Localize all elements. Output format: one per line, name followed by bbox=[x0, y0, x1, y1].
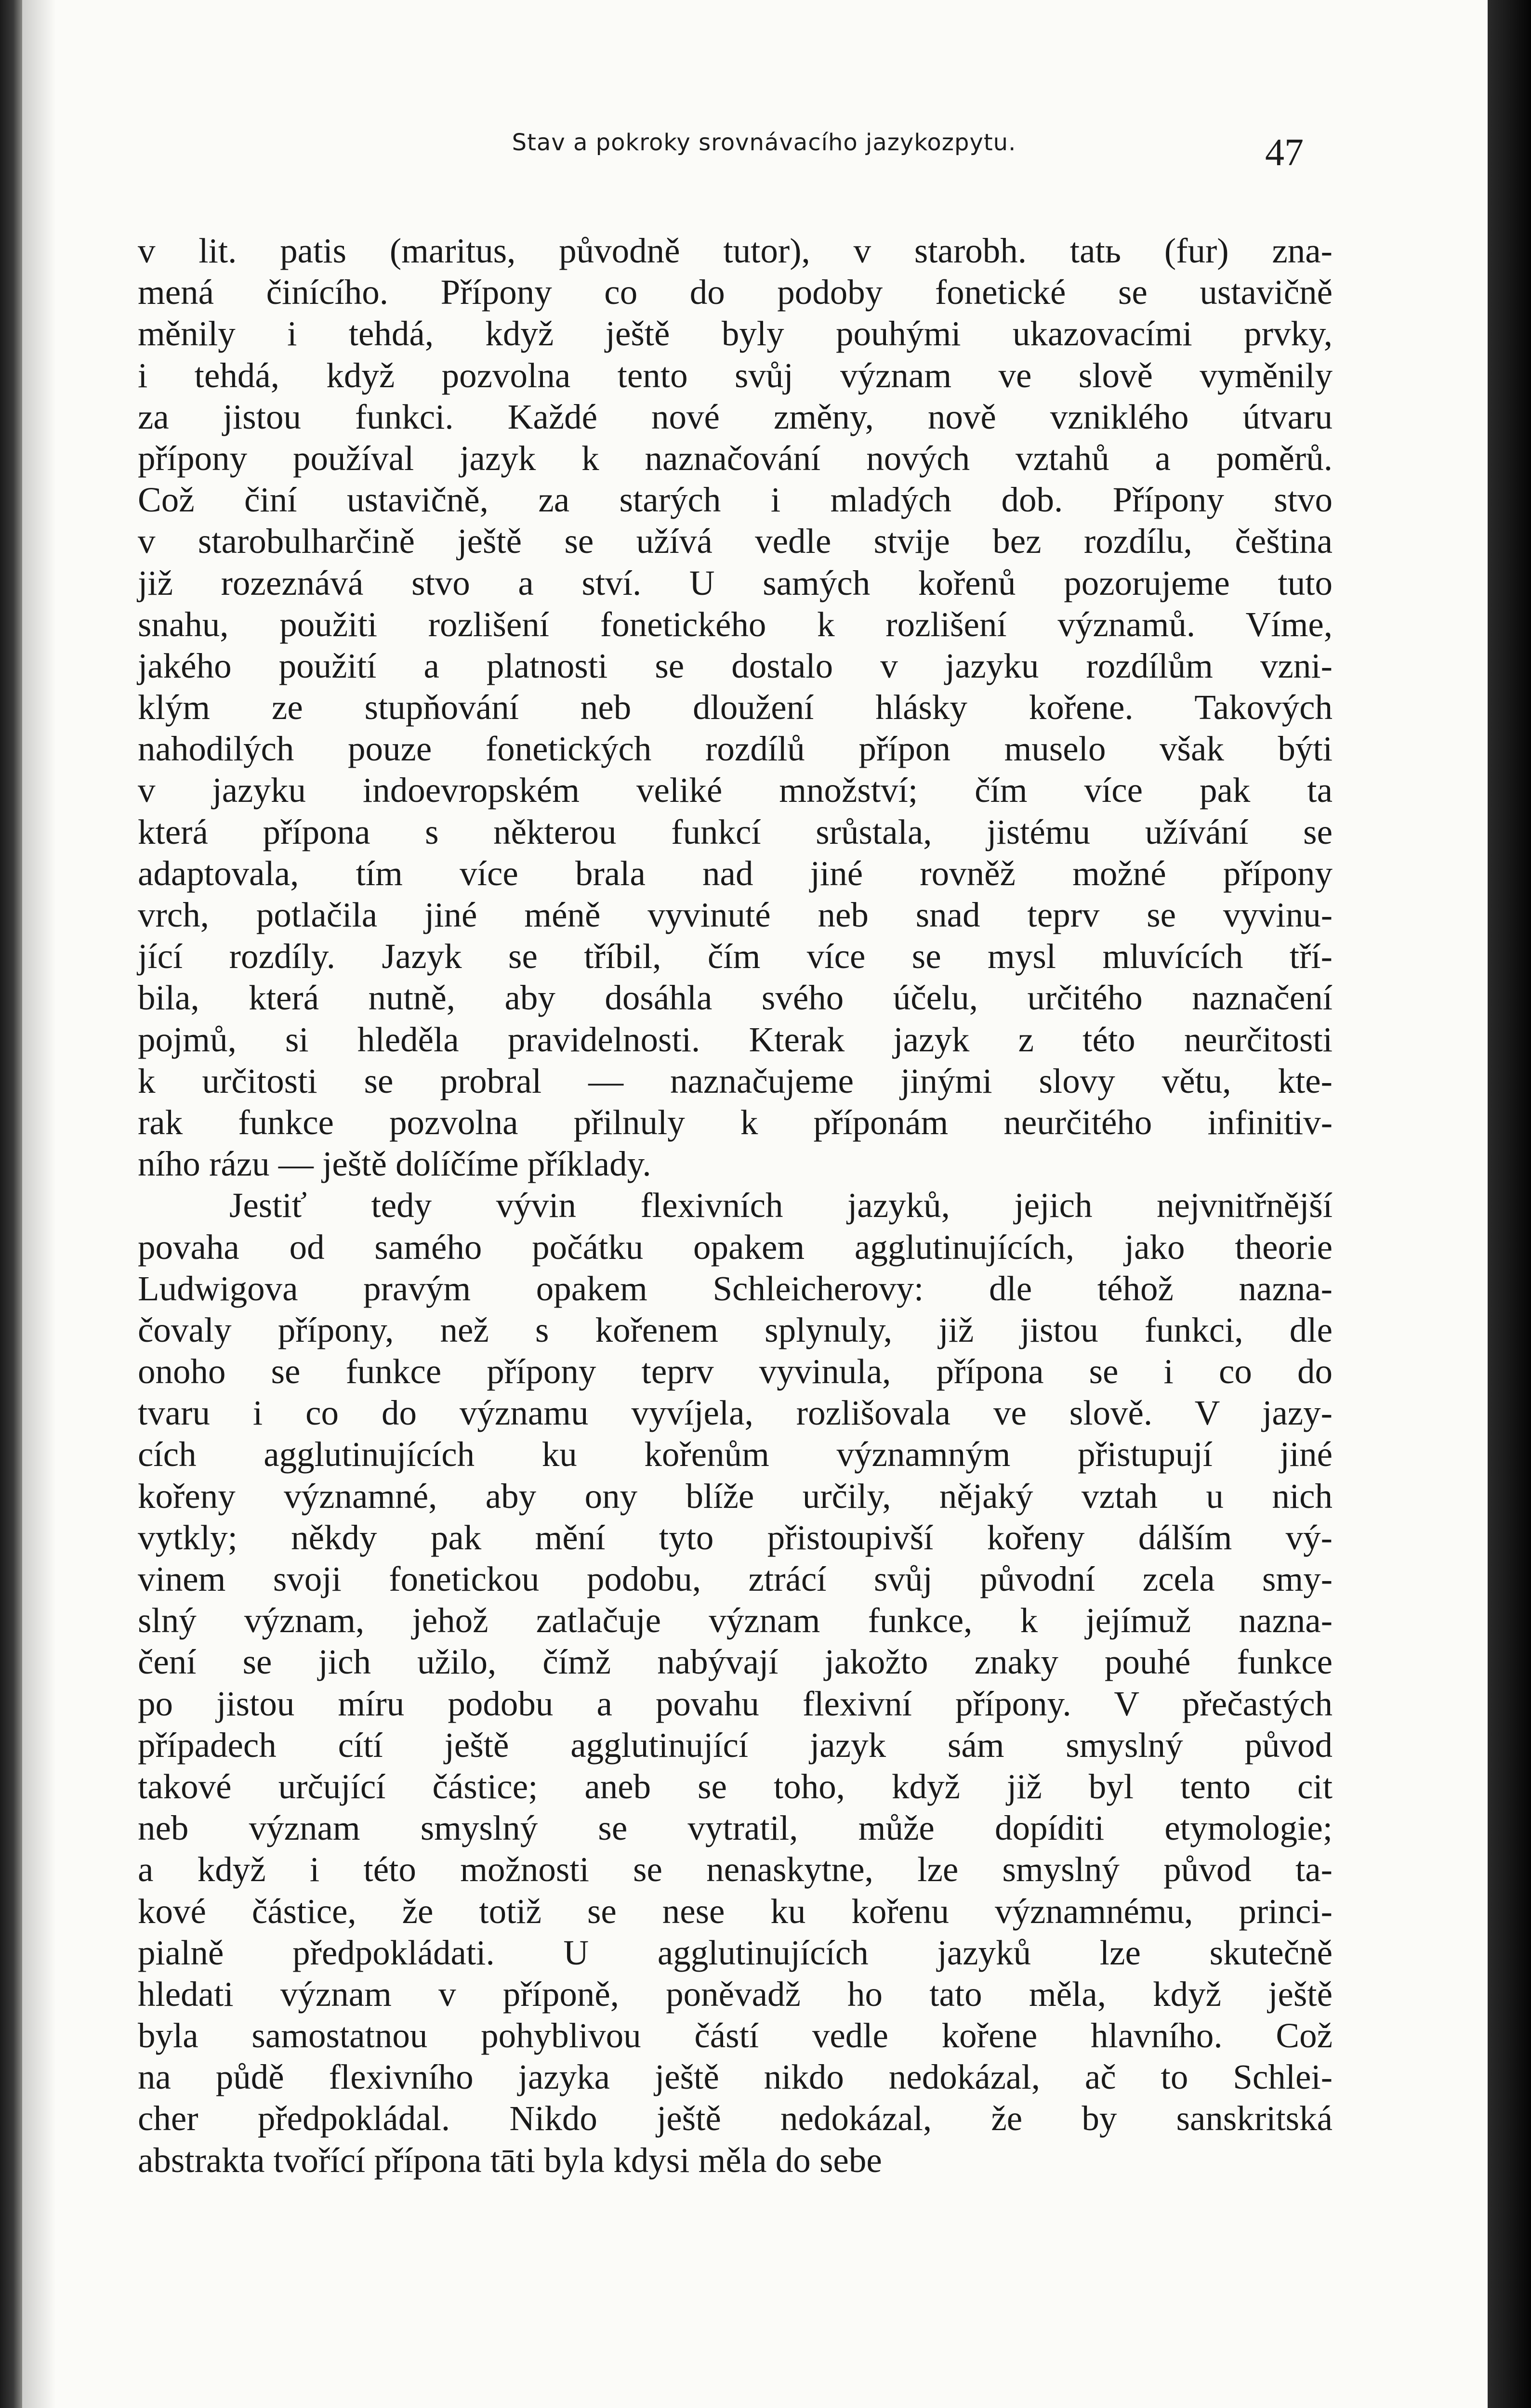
scan-right-edge bbox=[1488, 0, 1531, 2408]
text-line: pojmů, si hleděla pravidelnosti. Kterak jazyk z této neurčitosti bbox=[138, 1020, 1333, 1059]
text-line: kořeny významné, aby ony blíže určily, nějaký vztah u nich bbox=[138, 1476, 1333, 1516]
text-line: v starobulharčině ještě se užívá vedle stvije bez rozdílu, čeština bbox=[138, 522, 1333, 561]
scan-left-edge bbox=[0, 0, 22, 2408]
text-line: klým ze stupňování neb dloužení hlásky kořene. Takových bbox=[138, 688, 1333, 727]
text-line: abstrakta tvořící přípona tāti byla kdysi měla do sebe bbox=[138, 2140, 882, 2180]
text-line: Ludwigova pravým opakem Schleicherovy: dle téhož nazna- bbox=[138, 1269, 1333, 1308]
text-line: slný význam, jehož zatlačuje význam funkce, k jejímuž nazna- bbox=[138, 1601, 1333, 1640]
text-line: vytkly; někdy pak mění tyto přistoupivší kořeny dálším vý- bbox=[138, 1518, 1333, 1557]
text-line: povaha od samého počátku opakem agglutinujících, jako theorie bbox=[138, 1227, 1333, 1267]
text-line: v lit. patis (maritus, původně tutor), v starobh. tatь (fur) zna- bbox=[138, 231, 1333, 270]
text-line: tvaru i co do významu vyvíjela, rozlišovala ve slově. V jazy- bbox=[138, 1393, 1333, 1433]
body-text bbox=[138, 230, 1333, 2181]
text-line: neb význam smyslný se vytratil, může dopíditi etymologie; bbox=[138, 1808, 1333, 1848]
text-line: bila, která nutně, aby dosáhla svého účelu, určitého naznačení bbox=[138, 978, 1333, 1018]
text-line: cích agglutinujících ku kořenům významným přistupují jiné bbox=[138, 1435, 1333, 1474]
text-line: Jestiť tedy vývin flexivních jazyků, jejich nejvnitřnější bbox=[229, 1186, 1333, 1225]
text-line: již rozeznává stvo a ství. U samých kořenů pozorujeme tuto bbox=[138, 563, 1333, 602]
text-line: měnily i tehdá, když ještě byly pouhými ukazovacími prvky, bbox=[138, 314, 1333, 353]
text-line: byla samostatnou pohyblivou částí vedle kořene hlavního. Což bbox=[138, 2016, 1333, 2055]
text-line: cher předpokládal. Nikdo ještě nedokázal, že by sanskritská bbox=[138, 2099, 1333, 2138]
text-line: kové částice, že totiž se nese ku kořenu významnému, princi- bbox=[138, 1891, 1333, 1931]
text-line: za jistou funkci. Každé nové změny, nově vzniklého útvaru bbox=[138, 397, 1333, 436]
text-line: i tehdá, když pozvolna tento svůj význam ve slově vyměnily bbox=[138, 355, 1333, 395]
text-line: snahu, použiti rozlišení fonetického k rozlišení významů. Víme, bbox=[138, 604, 1333, 644]
text-line: vrch, potlačila jiné méně vyvinuté neb snad teprv se vyvinu- bbox=[138, 895, 1333, 934]
text-line: adaptovala, tím více brala nad jiné rovněž možné přípony bbox=[138, 853, 1333, 893]
text-line: ního rázu — ještě dolíčíme příklady. bbox=[138, 1144, 651, 1184]
text-line: přípony používal jazyk k naznačování nových vztahů a poměrů. bbox=[138, 438, 1333, 478]
text-line: mená činícího. Přípony co do podoby fonetické se ustavičně bbox=[138, 273, 1333, 312]
text-line: pialně předpokládati. U agglutinujících jazyků lze skutečně bbox=[138, 1933, 1333, 1972]
text-line: k určitosti se probral — naznačujeme jinými slovy větu, kte- bbox=[138, 1061, 1333, 1100]
text-line: hledati význam v příponě, poněvadž ho tato měla, když ještě bbox=[138, 1974, 1333, 2014]
text-line: Což činí ustavičně, za starých i mladých dob. Přípony stvo bbox=[138, 480, 1333, 520]
text-line: která přípona s některou funkcí srůstala, jistému užívání se bbox=[138, 812, 1333, 851]
page-number: 47 bbox=[1265, 131, 1304, 174]
book-page bbox=[22, 0, 1488, 2408]
text-line: vinem svoji fonetickou podobu, ztrácí svůj původní zcela smy- bbox=[138, 1559, 1333, 1598]
text-line: v jazyku indoevropském veliké množství; čím více pak ta bbox=[138, 771, 1333, 810]
running-title: Stav a pokroky srovnávacího jazykozpytu. bbox=[512, 129, 1016, 156]
text-line: čovaly přípony, než s kořenem splynuly, již jistou funkci, dle bbox=[138, 1310, 1333, 1349]
text-line: po jistou míru podobu a povahu flexivní přípony. V přečastých bbox=[138, 1684, 1333, 1723]
text-line: a když i této možnosti se nenaskytne, lze smyslný původ ta- bbox=[138, 1850, 1333, 1889]
text-line: případech cítí ještě agglutinující jazyk sám smyslný původ bbox=[138, 1725, 1333, 1765]
text-line: jakého použití a platnosti se dostalo v jazyku rozdílům vzni- bbox=[138, 646, 1333, 685]
text-line: jící rozdíly. Jazyk se tříbil, čím více se mysl mluvících tří- bbox=[138, 937, 1333, 976]
paragraph-2 bbox=[138, 1185, 1333, 2181]
text-line: takové určující částice; aneb se toho, když již byl tento cit bbox=[138, 1767, 1333, 1806]
paragraph-1 bbox=[138, 230, 1333, 1185]
text-line: onoho se funkce přípony teprv vyvinula, přípona se i co do bbox=[138, 1352, 1333, 1391]
text-line: rak funkce pozvolna přilnuly k příponám neurčitého infinitiv- bbox=[138, 1102, 1333, 1142]
text-line: čení se jich užilo, čímž nabývají jakožto znaky pouhé funkce bbox=[138, 1642, 1333, 1682]
text-line: na půdě flexivního jazyka ještě nikdo nedokázal, ač to Schlei- bbox=[138, 2057, 1333, 2097]
text-line: nahodilých pouze fonetických rozdílů přípon muselo však býti bbox=[138, 729, 1333, 769]
